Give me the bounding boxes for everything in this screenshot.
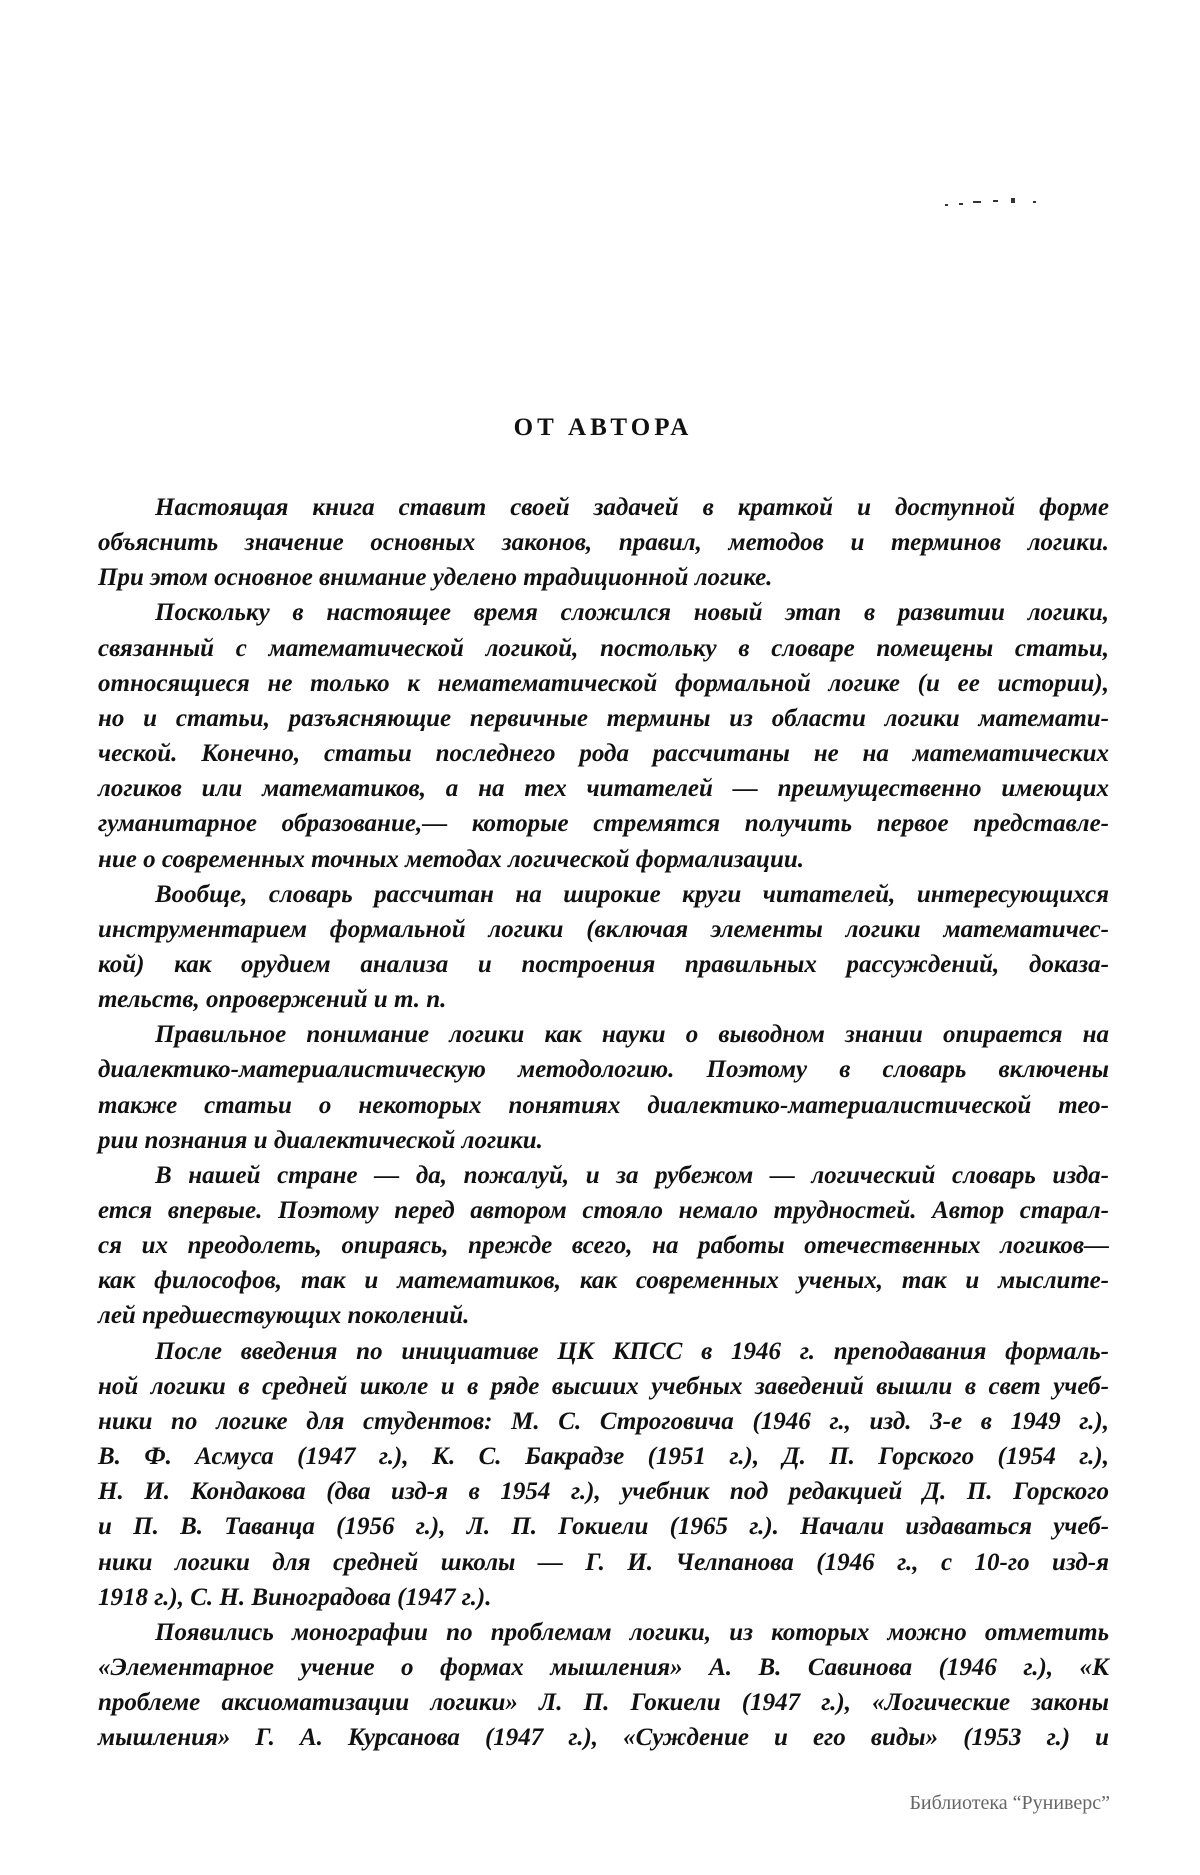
text-line: ется впервые. Поэтому перед автором стояло немало трудностей. Автор старал- (98, 1197, 1109, 1224)
text-line: и П. В. Таванца (1956 г.), Л. П. Гокиели (1965 г.). Начали издаваться учеб- (98, 1513, 1109, 1541)
text-line: ся их преодолеть, опираясь, прежде всего, на работы отечественных логиков— (98, 1232, 1109, 1260)
text-line: В. Ф. Асмуса (1947 г.), К. С. Бакрадзе (1951 г.), Д. П. Горского (1954 г.), (98, 1443, 1109, 1471)
text-line: При этом основное внимание уделено традиционной логике. (98, 564, 773, 592)
text-line: Настоящая книга ставит своей задачей в краткой и доступной форме (155, 494, 1109, 521)
text-line: После введения по инициативе ЦК КПСС в 1946 г. преподавания формаль- (155, 1337, 1109, 1365)
text-line: логиков или математиков, а на тех читателей — преимущественно имеющих (98, 775, 1109, 803)
text-line: связанный с математической логикой, постольку в словаре помещены статьи, (98, 634, 1109, 662)
page-title: ОТ АВТОРА (513, 414, 693, 441)
text-line: «Элементарное учение о формах мышления» А. В. Савинова (1946 г.), «К (98, 1653, 1109, 1681)
text-line: объяснить значение основных законов, правил, методов и терминов логики. (98, 529, 1109, 557)
text-line: В нашей стране — да, пожалуй, и за рубежом — логический словарь изда- (155, 1161, 1109, 1189)
text-line: как философов, так и математиков, как современных ученых, так и мыслите- (98, 1267, 1109, 1295)
text-line: мышления» Г. А. Курсанова (1947 г.), «Суждение и его виды» (1953 г.) и (98, 1724, 1109, 1752)
text-line: Н. И. Кондакова (два изд-я в 1954 г.), учебник под редакцией Д. П. Горского (98, 1478, 1109, 1506)
text-line: Правильное понимание логики как науки о выводном знании опирается на (155, 1021, 1109, 1049)
text-line: ной логики в средней школе и в ряде высших учебных заведений вышли в свет учеб- (98, 1372, 1109, 1400)
text-line: но и статьи, разъясняющие первичные термины из области логики математи- (98, 704, 1109, 732)
text-line: также статьи о некоторых понятиях диалектико-материалистической тео- (98, 1091, 1109, 1119)
text-line: проблеме аксиоматизации логики» Л. П. Гокиели (1947 г.), «Логические законы (98, 1689, 1109, 1717)
text-line: рии познания и диалектической логики. (98, 1126, 543, 1154)
text-line: 1918 г.), С. Н. Виноградова (1947 г.). (98, 1583, 492, 1611)
text-line: инструментарием формальной логики (включая элементы логики математичес- (98, 915, 1109, 943)
text-line: кой) как орудием анализа и построения правильных рассуждений, доказа- (98, 950, 1109, 978)
text-line: относящиеся не только к нематематической формальной логике (и ее истории), (98, 669, 1109, 697)
text-line: Появились монографии по проблемам логики, из которых можно отметить (155, 1618, 1109, 1646)
text-line: Поскольку в настоящее время сложился новый этап в развитии логики, (155, 599, 1109, 627)
library-watermark: Библиотека “Руниверс” (909, 1792, 1110, 1814)
text-line: гуманитарное образование,— которые стремятся получить первое представле- (98, 810, 1109, 838)
text-line: ники по логике для студентов: М. С. Строговича (1946 г., изд. 3-е в 1949 г.), (98, 1407, 1109, 1435)
text-line: ческой. Конечно, статьи последнего рода рассчитаны не на математических (98, 740, 1109, 768)
scan-specks (945, 198, 1055, 210)
text-line: тельств, опровержений и т. п. (98, 986, 447, 1014)
text-line: ники логики для средней школы — Г. И. Челпанова (1946 г., с 10-го изд-я (98, 1548, 1109, 1576)
text-line: Вообще, словарь рассчитан на широкие круги читателей, интересующихся (155, 880, 1109, 908)
text-line: ние о современных точных методах логической формализации. (98, 845, 805, 873)
text-line: лей предшествующих поколений. (98, 1302, 470, 1330)
text-line: диалектико-материалистическую методологию. Поэтому в словарь включены (98, 1056, 1109, 1084)
